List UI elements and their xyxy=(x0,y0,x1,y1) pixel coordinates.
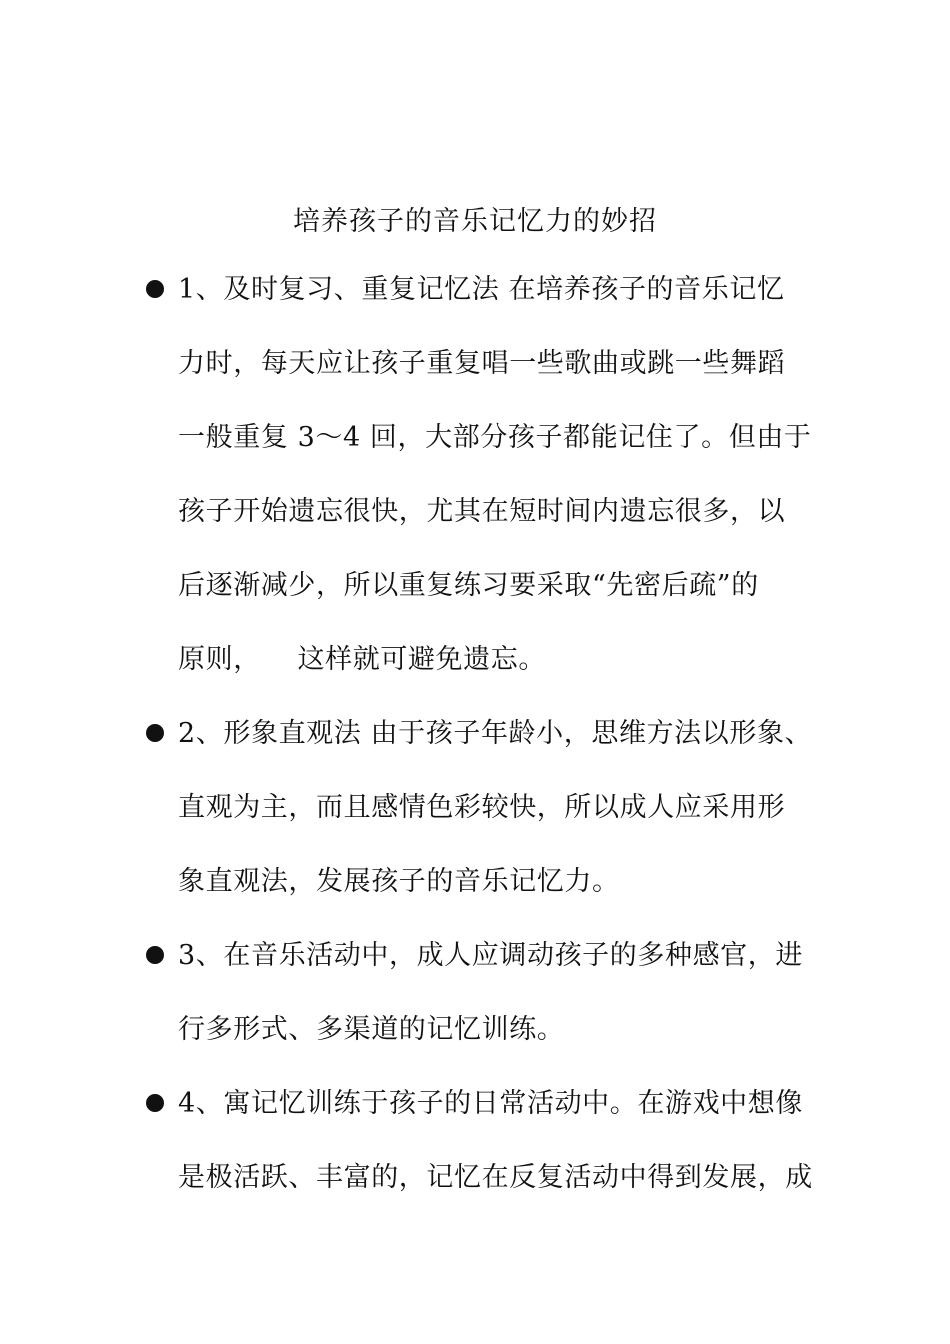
bullet-icon xyxy=(146,280,164,298)
text-line: 是极活跃、丰富的，记忆在反复活动中得到发展，成 xyxy=(178,1162,813,1193)
paragraph xyxy=(178,702,818,924)
list-item xyxy=(0,924,950,1072)
text-line: 4、寓记忆训练于孩子的日常活动中。在游戏中想像 xyxy=(178,1088,803,1119)
text-line: 2、形象直观法 由于孩子年龄小，思维方法以形象、 xyxy=(178,718,813,749)
bullet-icon xyxy=(146,724,164,742)
document-title: 培养孩子的音乐记忆力的妙招 xyxy=(293,206,657,237)
text-line: 孩子开始遗忘很快，尤其在短时间内遗忘很多，以 xyxy=(178,496,786,527)
text-line: 直观为主，而且感情色彩较快，所以成人应采用形 xyxy=(178,792,786,823)
bullet-icon xyxy=(146,946,164,964)
text-line: 行多形式、多渠道的记忆训练。 xyxy=(178,1014,565,1045)
bullet-icon xyxy=(146,1094,164,1112)
bullet-list xyxy=(0,258,950,1220)
paragraph xyxy=(178,924,818,1072)
text-line: 原则， 这样就可避免遗忘。 xyxy=(178,644,546,675)
list-item xyxy=(0,1072,950,1220)
text-line: 3、在音乐活动中，成人应调动孩子的多种感官，进 xyxy=(178,940,803,971)
text-line: 一般重复 3～4 回，大部分孩子都能记住了。但由于 xyxy=(178,422,812,453)
paragraph xyxy=(178,258,818,702)
list-item xyxy=(0,702,950,924)
text-line: 1、及时复习、重复记忆法 在培养孩子的音乐记忆 xyxy=(178,274,785,305)
text-line: 象直观法，发展孩子的音乐记忆力。 xyxy=(178,866,620,897)
text-line: 后逐渐减少，所以重复练习要采取“先密后疏”的 xyxy=(178,570,759,601)
list-item xyxy=(0,258,950,702)
text-line: 力时，每天应让孩子重复唱一些歌曲或跳一些舞蹈 xyxy=(178,348,786,379)
paragraph xyxy=(178,1072,818,1220)
